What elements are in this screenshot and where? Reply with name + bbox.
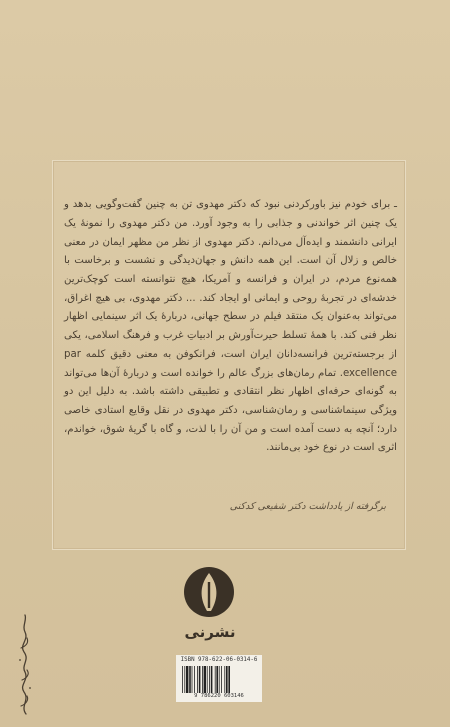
barcode-icon (181, 666, 257, 693)
blurb-text: ـ برای خودم نیز باورکردنی نبود که دکتر مهدوی تن به چنین گفت‌وگویی بدهد و یک چنین اثر خواندنی و جذابی را به وجود آورد. من دکتر مهدوی را نمونهٔ یک ایرانی دانشمند و ایده‌آل می‌دانم. دکتر مهدوی از نظر من مظهر ایمان در معنی خالص و زلال آن است. این همه دانش و جهان‌دیدگی و نشست و برخاست با همه‌نوع مردم، در ایران و فرانسه و آمریکا، هیچ نتوانسته است کوچک‌ترین خدشه‌ای در تجربهٔ روحی و ایمانی او ایجاد کند. ... دکتر مهدوی، بی هیچ اغراق، می‌تواند به‌عنوان یک منتقد فیلم در سطح جهانی، دربارهٔ یک اثر سینمایی اظهار نظر فنی کند. با همهٔ تسلط حیرت‌آورش بر ادبیاتِ غرب و فرهنگ اسلامی، یکی از برجسته‌ترین فرانسه‌دانان ایران است، فرانکوفن به معنی دقیق کلمه par excellence. تمام رمان‌های بزرگ عالم را خوانده است و دربارهٔ آن‌ها می‌تواند به گونه‌ای حرفه‌ای اظهار نظر انتقادی و تطبیقی داشته باشد. به دلیل این دو ویژگی سینماشناسی و رمان‌شناسی، دکتر مهدوی در نقل وقایع استادی خاصی دارد؛ آنچه به دست آمده است و من آن را با لذت، و گاه با گریهٔ شوق، خواندم، اثری است در نوع خود بی‌مانند. (64, 199, 397, 454)
publisher-name: نشرنی (184, 623, 236, 641)
barcode-number: 9 786220 603146 (194, 693, 244, 699)
isbn-label: ISBN 978-622-06-0314-6 (180, 657, 258, 663)
attribution-text: برگرفته از یادداشت دکتر شفیعی کدکنی (229, 501, 386, 512)
nashr-ney-logo-icon (183, 566, 235, 618)
isbn-barcode-box (176, 655, 262, 702)
handwritten-signature-icon (14, 610, 36, 720)
